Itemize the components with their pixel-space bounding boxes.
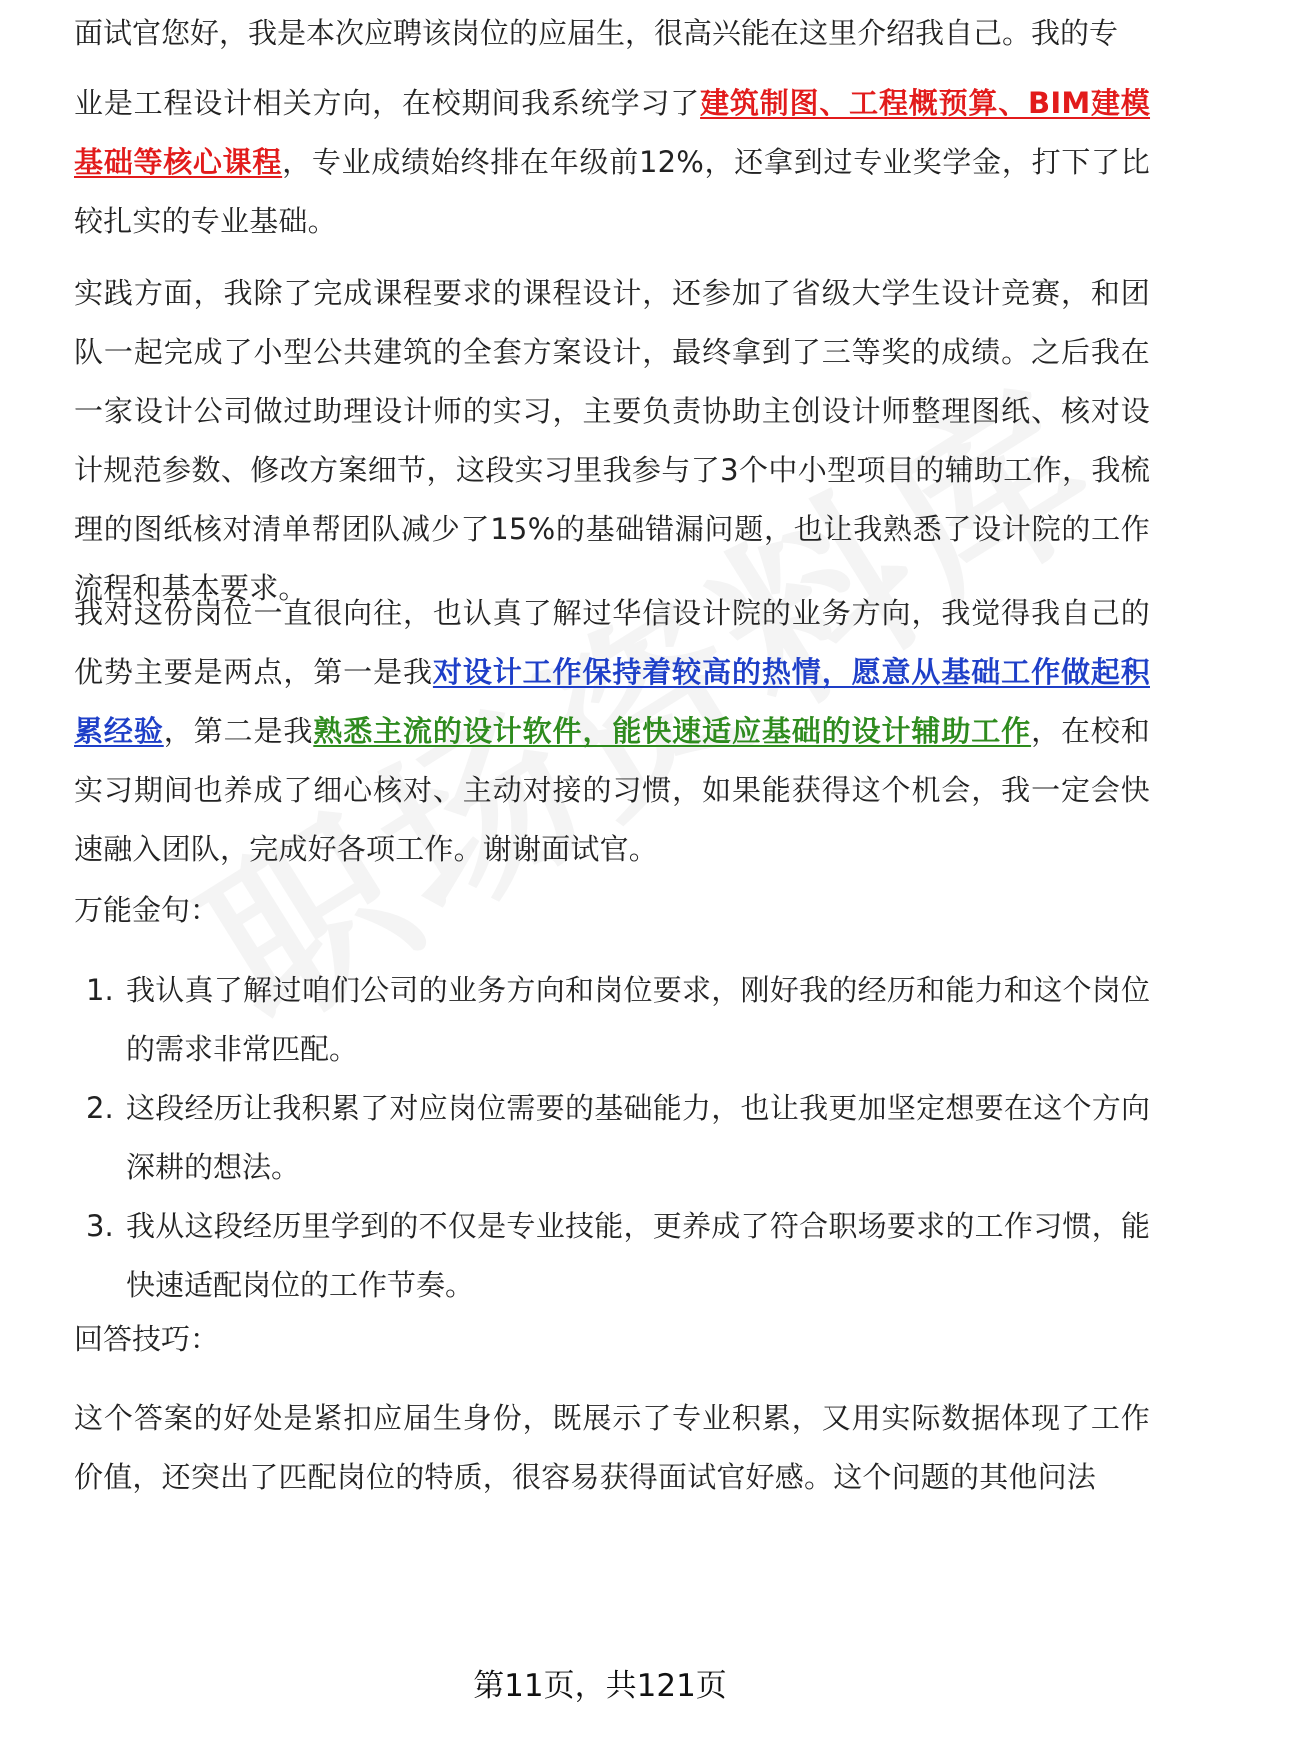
list-item [74, 1079, 1150, 1197]
list-item-number: 1. [86, 973, 114, 1007]
list-item [74, 961, 1150, 1079]
para3-text-after: ，在校和实习期间也养成了细心核对、主动对接的习惯，如果能获得这个机会，我一定会快速融入团队，完成好各项工作。谢谢面试官。 [74, 714, 1150, 866]
list-item-text: 我从这段经历里学到的不仅是专业技能，更养成了符合职场要求的工作习惯，能快速适配岗位的工作节奏。 [126, 1209, 1150, 1302]
highlight-courses: 建筑制图、工程概预算、BIM建模基础等核心课程 [74, 86, 1151, 179]
paragraph-motivation [74, 584, 1150, 879]
page-number-footer: 第11页，共121页 [473, 1668, 727, 1704]
para1-text-before: 业是工程设计相关方向，在校期间我系统学习了 [74, 86, 701, 120]
highlight-software: 熟悉主流的设计软件，能快速适应基础的设计辅助工作 [313, 714, 1032, 748]
tips-heading: 回答技巧： [74, 1322, 220, 1356]
golden-sentences-heading: 万能金句： [74, 893, 220, 927]
highlight-passion: 对设计工作保持着较高的热情，愿意从基础工作做起积累经验 [74, 655, 1150, 748]
list-item-number: 3. [86, 1209, 114, 1243]
list-item-number: 2. [86, 1091, 114, 1125]
paragraph-tips: 这个答案的好处是紧扣应届生身份，既展示了专业积累，又用实际数据体现了工作价值，还突出了匹配岗位的特质，很容易获得面试官好感。这个问题的其他问法 [74, 1401, 1150, 1494]
para3-text-middle: ，第二是我 [163, 714, 314, 748]
para3-text-before: 我对这份岗位一直很向往，也认真了解过华信设计院的业务方向，我觉得我自己的优势主要是两点，第一是我 [74, 596, 1150, 689]
list-item-text: 这段经历让我积累了对应岗位需要的基础能力，也让我更加坚定想要在这个方向深耕的想法。 [126, 1091, 1150, 1184]
cutoff-line-text: 面试官您好，我是本次应聘该岗位的应届生，很高兴能在这里介绍我自己。我的专 [74, 16, 1119, 50]
paragraph-practice: 实践方面，我除了完成课程要求的课程设计，还参加了省级大学生设计竞赛，和团队一起完成了小型公共建筑的全套方案设计，最终拿到了三等奖的成绩。之后我在一家设计公司做过助理设计师的实习，主要负责协助主创设计师整理图纸、核对设计规范参数、修改方案细节，这段实习里我参与了3个中小型项目的辅助工作，我梳理的图纸核对清单帮团队减少了15%的基础错漏问题，也让我熟悉了设计院的工作流程和基本要求。 [74, 276, 1150, 605]
para1-text-after: ，专业成绩始终排在年级前12%，还拿到过专业奖学金，打下了比较扎实的专业基础。 [74, 145, 1150, 238]
golden-sentences-list [74, 961, 1150, 1315]
paragraph-education [74, 74, 1150, 251]
list-item-text: 我认真了解过咱们公司的业务方向和岗位要求，刚好我的经历和能力和这个岗位的需求非常匹配。 [126, 973, 1150, 1066]
list-item [74, 1197, 1150, 1315]
cutoff-line [74, 16, 1150, 64]
